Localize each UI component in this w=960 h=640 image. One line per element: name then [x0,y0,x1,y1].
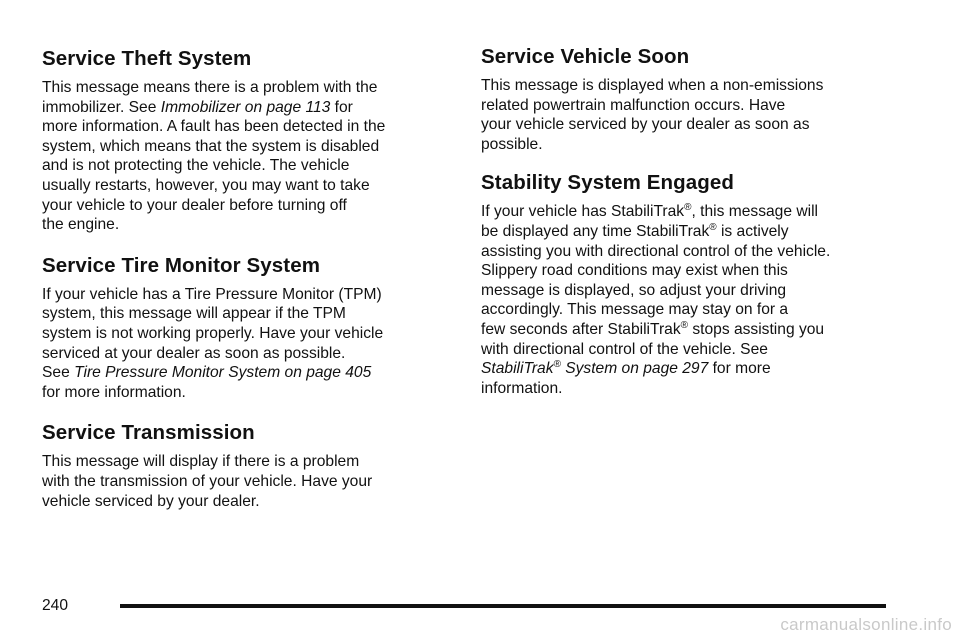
section-body: This message will display if there is a problem with the transmission of your vehicle. Have your vehicle serviced by your dealer. [42,453,373,510]
section-service-vehicle-soon [481,44,901,154]
section-service-tire-monitor-system [42,253,452,403]
page-number: 240 [42,597,69,614]
section-body: If your vehicle has a Tire Pressure Monitor (TPM) system, this message will appear if the TPM system is not working properly. Have your vehicle serviced at your dealer as soon as possible. See Tire Pressure Monitor System on page 405 for more information. [42,285,384,401]
registered-mark: ® [680,319,689,331]
section-heading: Service Tire Monitor System [42,253,321,277]
registered-mark: ® [553,359,561,371]
section-body: If your vehicle has StabiliTrak®, this message will be displayed any time StabiliTrak® is actively assisting you with directional control of the vehicle. Slippery road conditions may exist when this message is displayed, so adjust your driving accordingly. This message may stay on for a few seconds after StabiliTrak® stops assisting you with directional control of the vehicle. See StabiliTrak® System on page 297 for more information. [481,202,831,397]
section-heading: Service Vehicle Soon [481,45,690,68]
section-heading: Service Transmission [42,421,255,445]
section-stability-system-engaged [481,170,901,398]
right-column [481,44,901,414]
cross-reference-link: Immobilizer on page 113 [160,98,331,116]
section-body: This message means there is a problem with the immobilizer. See Immobilizer on page 113 for more information. A fault has been detected in the system, which means that the system is disabled and is not protecting the vehicle. The vehicle usually restarts, however, you may want to take your vehicle to your dealer before turning off the engine. [42,79,386,234]
left-column [42,44,452,529]
registered-mark: ® [709,221,717,233]
section-service-theft-system [42,46,452,235]
section-heading: Service Theft System [42,47,252,70]
cross-reference-link: StabiliTrak® System on page 297 [481,359,709,378]
section-service-transmission [42,420,452,511]
watermark: carmanualsonline.info [780,615,952,634]
cross-reference-link: Tire Pressure Monitor System on page 405 [74,364,372,382]
footer-rule [120,604,886,608]
section-body: This message is displayed when a non-emissions related powertrain malfunction occurs. Have your vehicle serviced by your dealer as soon as possible. [481,77,824,153]
section-heading: Stability System Engaged [481,171,735,195]
registered-mark: ® [684,202,692,214]
